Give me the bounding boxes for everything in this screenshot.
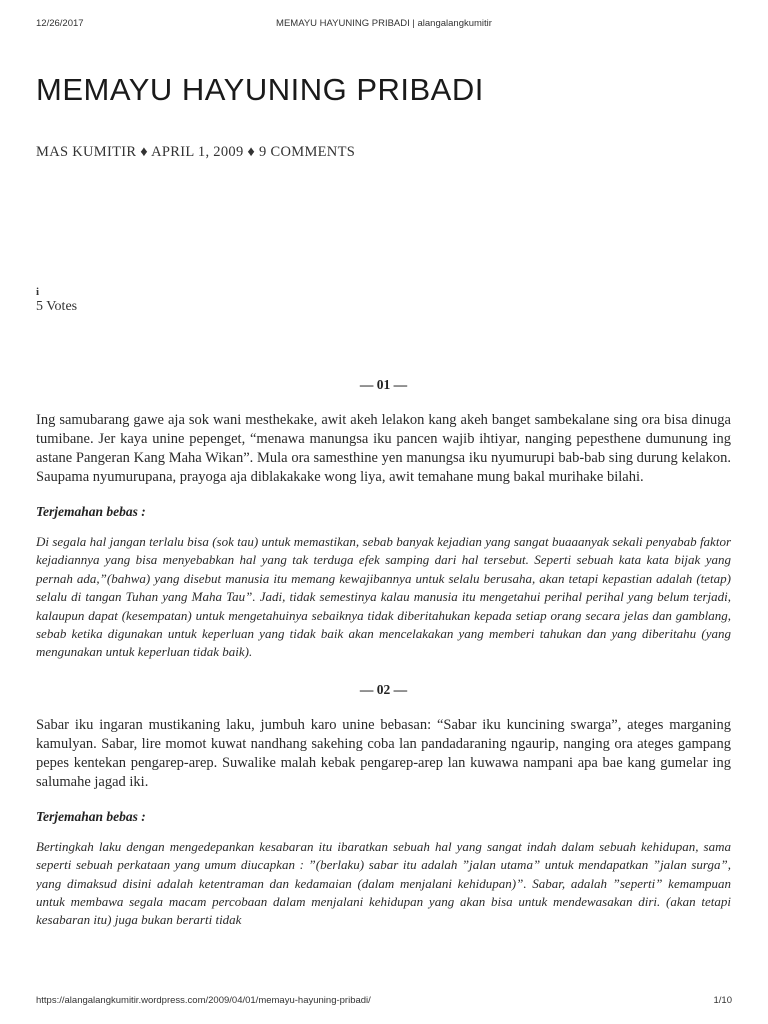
section-number-01: — 01 — [359, 377, 408, 392]
print-page-title: MEMAYU HAYUNING PRIBADI | alangalangkumitir [276, 18, 492, 29]
print-header [36, 18, 732, 32]
print-date: 12/26/2017 [36, 18, 84, 29]
print-url[interactable]: https://alangalangkumitir.wordpress.com/2009/04/01/memayu-hayuning-pribadi/ [36, 995, 371, 1006]
post-title: MEMAYU HAYUNING PRIBADI [36, 72, 484, 107]
info-icon[interactable]: i [36, 286, 40, 298]
section-01-translation-label: Terjemahan bebas : [36, 504, 146, 519]
page-number: 1/10 [713, 995, 732, 1006]
post-content [36, 72, 731, 930]
rating-widget [36, 287, 731, 315]
section-02-translation: Bertingkah laku dengan mengedepankan kesabaran itu ibaratkan sebuah hal yang sangat indah dalam sebuah kehidupan, sama seperti sebuah perkataan yang umum diucapkan : ”(berlaku) sabar itu adalah ”jalan utama” untuk mendapatkan ”jalan surga”, yang dimaksud disini adalah ketentraman dan kedamaian (dalam menjalani kehidupan)”. Sabar, adalah ”seperti” kemampuan untuk membawa segala macam percobaan dalam menjalani kehidupan yang akan bisa untuk mendewasakan diri. (akan tetapi kesabaran itu) juga bukan berarti tidak [36, 838, 731, 928]
votes-count: 5 Votes [36, 299, 78, 314]
section-02-translation-label: Terjemahan bebas : [36, 808, 146, 824]
section-01-text: Ing samubarang gawe aja sok wani mesthekake, awit akeh lelakon kang akeh banget sambekalane sing ora bisa dinuga tumibane. Jer kaya unine pepenget, “menawa manungsa iku pancen wajib ihtiyar, nanging pepesthene dumunung ing astane Pangeran Kang Maha Wikan”. Mula ora samesthine yen manungsa iku nyumurupi bab-bab sing durung kelakon. Saupama nyumurupana, prayoga aja diblakakake wong liya, awit temahane mung bakal murihake bilahi. [36, 412, 731, 485]
section-number-02: — 02 — [359, 681, 408, 697]
section-01-translation: Di segala hal jangan terlalu bisa (sok tau) untuk memastikan, sebab banyak kejadian yang sangat buaaanyak sekali penyabab faktor kejadiannya yang bisa menyebabkan hal yang tak terduga efek samping dari hal tersebut. Seperti sebuah kata kata bijak yang pernah ada,”(bahwa) yang disebut manusia itu memang kewajibannya untuk selalu berusaha, akan tetapi kepastian adalah (tetap) selalu di tangan Tuhan yang Maha Tau”. Jadi, tidak semestinya kalau manusia itu mengetahui perihal perihal yang belum terjadi, kalaupun dapat (kesempatan) untuk mengetahuinya sebaiknya tidak diberitahukan kepada setiap orang secara jelas dan gamblang, sebab ketika digunakan untuk keperluan yang tidak baik akan mencelakakan yang memberi tahukan dan yang diberitahu (yang mengunakan untuk keperluan tidak baik). [36, 534, 731, 660]
section-02-text: Sabar iku ingaran mustikaning laku, jumbuh karo unine bebasan: “Sabar iku kuncining swarga”, ateges marganing kamulyan. Sabar, lire momot kuwat nandhang sakehing coba lan pandadaraning ngaurip, nanging ora ateges gampang pepes kentekan pengarep-arep. Suwalike malah kebak pengarep-arep lan kuwawa nampani apa bae kang gumelar ing salumahe jagad iki. [36, 716, 731, 790]
post-meta[interactable]: MAS KUMITIR ♦ APRIL 1, 2009 ♦ 9 COMMENTS [36, 144, 356, 160]
print-footer [36, 995, 732, 1009]
